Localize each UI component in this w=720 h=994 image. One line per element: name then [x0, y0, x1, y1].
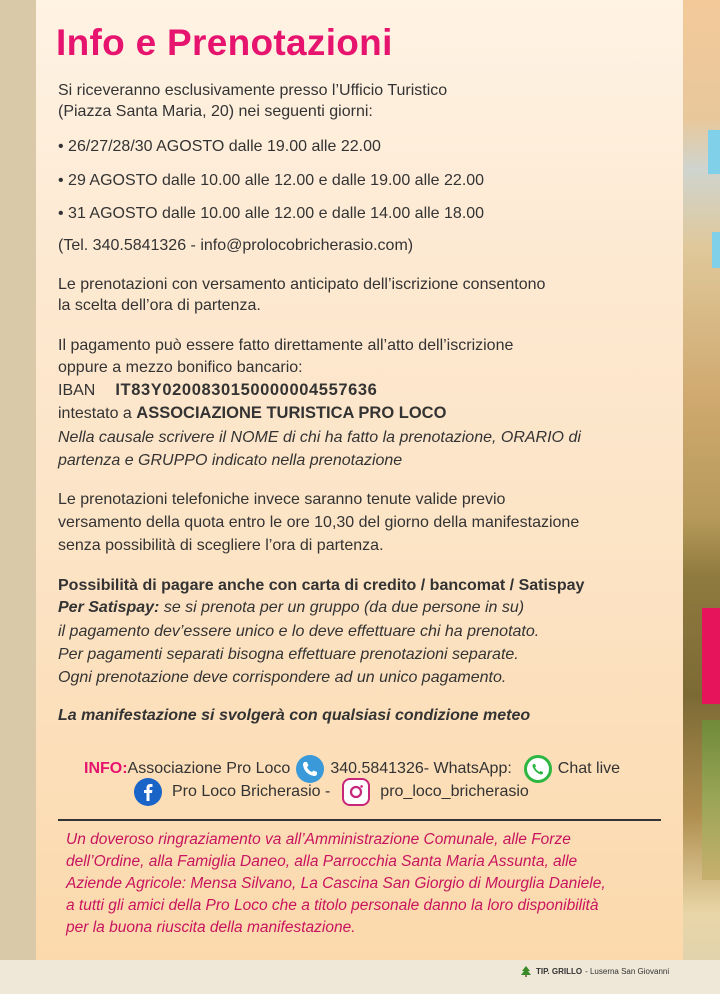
- causale-line: Nella causale scrivere il NOME di chi ha fatto la prenotazione, ORARIO di: [58, 429, 581, 446]
- chat-live: Chat live: [557, 760, 621, 777]
- thanks-line: dell’Ordine, alla Famiglia Daneo, alla Parrocchia Santa Maria Assunta, alle: [66, 853, 578, 870]
- iban-value: IT83Y0200830150000004557636: [115, 381, 378, 399]
- holder-prefix: intestato a: [58, 405, 132, 422]
- phone-booking-line: Le prenotazioni telefoniche invece saranno tenute valide previo: [58, 491, 506, 508]
- whatsapp-label: - WhatsApp:: [423, 760, 512, 777]
- page-title: Info e Prenotazioni: [56, 22, 393, 63]
- weather-note: La manifestazione si svolgerà con qualsiasi condizione meteo: [58, 707, 531, 724]
- divider: [58, 819, 661, 821]
- holder-name: ASSOCIAZIONE TURISTICA PRO LOCO: [136, 404, 447, 422]
- info-label: INFO:: [84, 760, 128, 777]
- card-payment-headline: Possibilità di pagare anche con carta di credito / bancomat / Satispay: [58, 577, 585, 594]
- schedule-item: • 29 AGOSTO dalle 10.00 alle 12.00 e dalle 19.00 alle 22.00: [58, 172, 485, 189]
- advance-booking-line: la scelta dell’ora di partenza.: [58, 297, 261, 314]
- intro-line: Si riceveranno esclusivamente presso l’Ufficio Turistico: [58, 82, 448, 99]
- landscape-photo: [702, 720, 720, 880]
- causale-line: partenza e GRUPPO indicato nella prenotazione: [58, 452, 403, 469]
- thanks-note: [66, 829, 662, 939]
- tree-icon: [520, 965, 532, 977]
- schedule-item: • 26/27/28/30 AGOSTO dalle 19.00 alle 22.00: [58, 138, 381, 155]
- instagram-icon[interactable]: [342, 778, 370, 806]
- facebook-icon[interactable]: [134, 778, 162, 806]
- info-association: Associazione Pro Loco: [127, 760, 291, 777]
- info-phone: 340.5841326: [330, 760, 424, 777]
- satispay-line: Per pagamenti separati bisogna effettuare prenotazioni separate.: [58, 646, 519, 663]
- social-row: [128, 778, 529, 806]
- payment-line: Il pagamento può essere fatto direttamente all’atto dell’iscrizione: [58, 337, 514, 354]
- instagram-handle: pro_loco_bricherasio: [380, 783, 529, 800]
- printer-place: - Luserna San Giovanni: [585, 966, 670, 976]
- phone-booking-line: versamento della quota entro le ore 10,30 del giorno della manifestazione: [58, 514, 580, 531]
- background-photo-strip: [682, 0, 720, 994]
- printer-credit: [520, 965, 669, 977]
- facebook-handle: Pro Loco Bricherasio -: [172, 783, 331, 800]
- satispay-row: [58, 598, 524, 618]
- iban-label: IBAN: [58, 382, 96, 399]
- intro-line: (Piazza Santa Maria, 20) nei seguenti giorni:: [58, 103, 373, 120]
- printer-name: TIP. GRILLO: [536, 966, 583, 976]
- thanks-line: Un doveroso ringraziamento va all’Amministrazione Comunale, alle Forze: [66, 831, 571, 848]
- satispay-text: se si prenota per un gruppo (da due persone in su): [159, 599, 525, 616]
- iban-row: [58, 380, 377, 401]
- thanks-line: per la buona riuscita della manifestazione.: [66, 919, 356, 936]
- advance-booking-line: Le prenotazioni con versamento anticipato dell’iscrizione consentono: [58, 276, 546, 293]
- decor-band: [708, 130, 720, 174]
- payment-line: oppure a mezzo bonifico bancario:: [58, 359, 303, 376]
- contact-line: (Tel. 340.5841326 - info@prolocobricherasio.com): [58, 237, 414, 254]
- thanks-line: Aziende Agricole: Mensa Silvano, La Cascina San Giorgio di Mourglia Daniele,: [66, 875, 606, 892]
- decor-band: [702, 608, 720, 704]
- holder-row: [58, 403, 446, 424]
- thanks-line: a tutti gli amici della Pro Loco che a titolo personale danno la loro disponibilità: [66, 897, 599, 914]
- decor-band: [712, 232, 720, 268]
- satispay-label: Per Satispay:: [58, 599, 160, 616]
- satispay-line: il pagamento dev’essere unico e lo deve effettuare chi ha prenotato.: [58, 623, 540, 640]
- schedule-item: • 31 AGOSTO dalle 10.00 alle 12.00 e dalle 14.00 alle 18.00: [58, 205, 485, 222]
- satispay-line: Ogni prenotazione deve corrispondere ad un unico pagamento.: [58, 669, 507, 686]
- phone-booking-line: senza possibilità di scegliere l’ora di partenza.: [58, 537, 384, 554]
